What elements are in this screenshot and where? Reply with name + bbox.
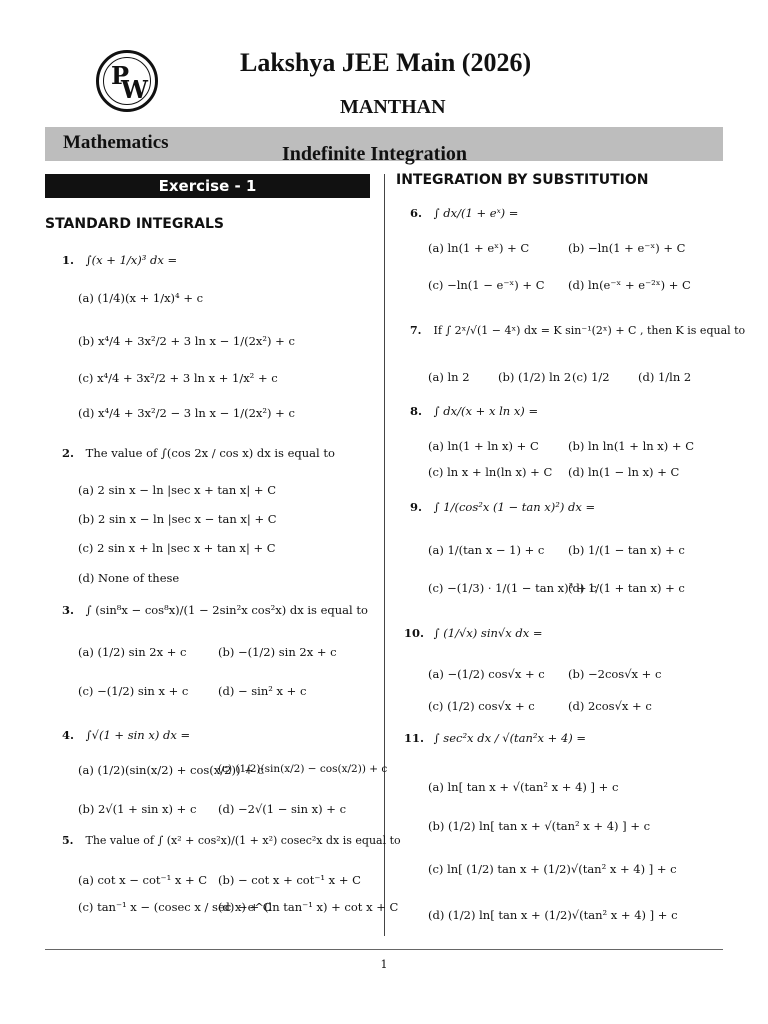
question-stem: ∫ (1/√x) sin√x dx =: [433, 626, 543, 640]
option: (a) ln 2: [428, 370, 470, 384]
option: (b) 2 sin x − ln |sec x − tan x| + C: [78, 512, 277, 526]
right-section-heading: INTEGRATION BY SUBSTITUTION: [396, 172, 649, 188]
question-11: [404, 731, 586, 745]
question-stem: ∫ dx/(1 + eˣ) =: [433, 206, 519, 220]
question-stem: The value of ∫ (x² + cos²x)/(1 + x²) cosec²x dx is equal to: [85, 834, 401, 847]
question-4: [62, 728, 190, 742]
left-section-heading: STANDARD INTEGRALS: [45, 216, 224, 232]
option: (a) ln(1 + ln x) + C: [428, 439, 539, 453]
option: (c) x⁴/4 + 3x²/2 + 3 ln x + 1/x² + c: [78, 371, 278, 385]
logo-letter-p: P: [111, 61, 130, 90]
option: (a) (1/2) sin 2x + c: [78, 645, 187, 659]
question-number: 6.: [410, 206, 423, 220]
option: (c) (1/2)(sin(x/2) − cos(x/2)) + c: [218, 763, 388, 775]
question-number: 5.: [62, 834, 74, 847]
option: (a) ln(1 + eˣ) + C: [428, 241, 530, 255]
option: (d) x⁴/4 + 3x²/2 − 3 ln x − 1/(2x²) + c: [78, 406, 295, 420]
option: (b) −2cos√x + c: [568, 667, 662, 681]
question-number: 2.: [62, 446, 75, 460]
option: (b) −(1/2) sin 2x + c: [218, 645, 337, 659]
question-5: [62, 834, 401, 848]
option: (c) tan⁻¹ x − (cosec x / sec x) + C: [78, 900, 272, 914]
option: (d) 2cos√x + c: [568, 699, 652, 713]
question-number: 3.: [62, 603, 75, 617]
question-2: [62, 446, 335, 460]
option: (b) −ln(1 + e⁻ˣ) + C: [568, 241, 686, 255]
option: (a) (1/4)(x + 1/x)⁴ + c: [78, 291, 204, 305]
option: (a) 2 sin x − ln |sec x + tan x| + C: [78, 483, 277, 497]
logo-mark: [103, 57, 151, 105]
option: (a) cot x − cot⁻¹ x + C: [78, 873, 208, 887]
option: (c) (1/2) cos√x + c: [428, 699, 535, 713]
question-7: [410, 324, 745, 338]
question-number: 1.: [62, 253, 75, 267]
question-stem: ∫ dx/(x + x ln x) =: [433, 404, 539, 418]
subject-banner: [45, 127, 723, 165]
question-8: [410, 404, 538, 418]
subject-label: Mathematics: [63, 132, 169, 153]
option: (b) ln ln(1 + ln x) + C: [568, 439, 695, 453]
question-10: [404, 626, 543, 640]
option: (a) (1/2)(sin(x/2) + cos(x/2)) + c: [78, 763, 264, 777]
option: (d) None of these: [78, 571, 180, 585]
question-stem: ∫(x + 1/x)³ dx =: [85, 253, 178, 267]
option: (c) −(1/3) · 1/(1 − tan x)³ + c: [428, 581, 597, 595]
option: (d) ln(e⁻ˣ + e⁻²ˣ) + C: [568, 278, 691, 292]
option: (b) 1/(1 − tan x) + c: [568, 543, 685, 557]
question-1: [62, 253, 177, 267]
question-3: [62, 603, 368, 617]
question-stem: If ∫ 2ˣ/√(1 − 4ˣ) dx = K sin⁻¹(2ˣ) + C , then K is equal to: [433, 324, 746, 337]
question-number: 8.: [410, 404, 423, 418]
option: (b) (1/2) ln 2: [498, 370, 572, 384]
option: (d) ln(1 − ln x) + C: [568, 465, 680, 479]
document-title: Lakshya JEE Main (2026): [240, 48, 532, 77]
option: (a) 1/(tan x − 1) + c: [428, 543, 545, 557]
question-stem: ∫√(1 + sin x) dx =: [85, 728, 191, 742]
footer-rule: [45, 949, 723, 950]
option: (c) −(1/2) sin x + c: [78, 684, 189, 698]
option: (c) 2 sin x + ln |sec x + tan x| + C: [78, 541, 276, 555]
question-stem: ∫ sec²x dx / √(tan²x + 4) =: [433, 731, 587, 745]
option: (b) x⁴/4 + 3x²/2 + 3 ln x − 1/(2x²) + c: [78, 334, 295, 348]
question-6: [410, 206, 518, 220]
option: (d) (1/2) ln[ tan x + (1/2)√(tan² x + 4) ] + c: [428, 908, 678, 922]
question-number: 11.: [404, 731, 425, 745]
option: (d) −2√(1 − sin x) + c: [218, 802, 347, 816]
question-number: 9.: [410, 500, 423, 514]
question-stem: The value of ∫(cos 2x / cos x) dx is equal to: [85, 446, 335, 460]
document-subtitle: MANTHAN: [340, 96, 446, 118]
logo-letter-w: W: [121, 75, 148, 104]
option: (c) ln x + ln(ln x) + C: [428, 465, 553, 479]
topic-label: Indefinite Integration: [282, 143, 467, 165]
question-stem: ∫ 1/(cos²x (1 − tan x)²) dx =: [433, 500, 596, 514]
question-number: 10.: [404, 626, 425, 640]
option: (d) −e^(ln tan⁻¹ x) + cot x + C: [218, 900, 399, 914]
pw-logo: [96, 50, 158, 112]
option: (b) (1/2) ln[ tan x + √(tan² x + 4) ] + c: [428, 819, 651, 833]
option: (d) − sin² x + c: [218, 684, 307, 698]
option: (a) −(1/2) cos√x + c: [428, 667, 545, 681]
question-number: 4.: [62, 728, 75, 742]
option: (b) 2√(1 + sin x) + c: [78, 802, 197, 816]
question-stem: ∫ (sin⁸x − cos⁸x)/(1 − 2sin²x cos²x) dx is equal to: [85, 603, 368, 617]
option: (d) 1/ln 2: [638, 370, 692, 384]
option: (d) 1/(1 + tan x) + c: [568, 581, 685, 595]
option: (c) ln[ (1/2) tan x + (1/2)√(tan² x + 4) ] + c: [428, 862, 677, 876]
option: (c) −ln(1 − e⁻ˣ) + C: [428, 278, 545, 292]
option: (a) ln[ tan x + √(tan² x + 4) ] + c: [428, 780, 619, 794]
question-number: 7.: [410, 324, 422, 337]
option: (c) 1/2: [572, 370, 610, 384]
exercise-heading: Exercise - 1: [45, 174, 370, 198]
column-divider: [384, 174, 385, 936]
page-number: 1: [380, 958, 388, 971]
question-9: [410, 500, 595, 514]
option: (b) − cot x + cot⁻¹ x + C: [218, 873, 361, 887]
